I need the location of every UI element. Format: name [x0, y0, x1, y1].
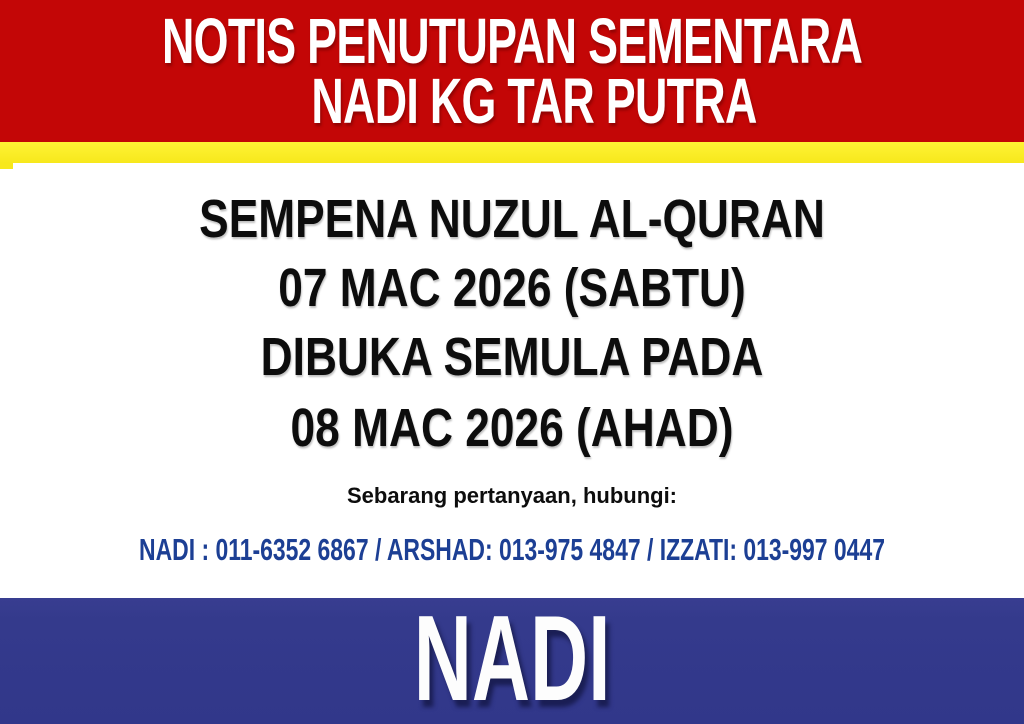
- yellow-divider-notch: [0, 163, 13, 169]
- yellow-divider-stripe: [0, 142, 1024, 163]
- footer-banner: [0, 590, 1024, 724]
- notice-title-line-2: NADI KG TAR PUTRA: [311, 65, 757, 137]
- notice-title-line-1: NOTIS PENUTUPAN SEMENTARA: [161, 5, 863, 77]
- body-occasion-line: SEMPENA NUZUL AL-QURAN: [199, 189, 825, 249]
- contact-phone-numbers: NADI : 011-6352 6867 / ARSHAD: 013-975 4847 / IZZATI: 013-997 0447: [139, 532, 885, 567]
- header-banner: [0, 0, 1024, 142]
- body-reopen-date-line: 08 MAC 2026 (AHAD): [290, 398, 734, 458]
- nadi-brand-wordmark: NADI: [413, 590, 611, 724]
- body-closure-date-line: 07 MAC 2026 (SABTU): [278, 258, 746, 318]
- body-reopen-label-line: DIBUKA SEMULA PADA: [260, 327, 764, 387]
- contact-intro-text: Sebarang pertanyaan, hubungi:: [346, 483, 678, 508]
